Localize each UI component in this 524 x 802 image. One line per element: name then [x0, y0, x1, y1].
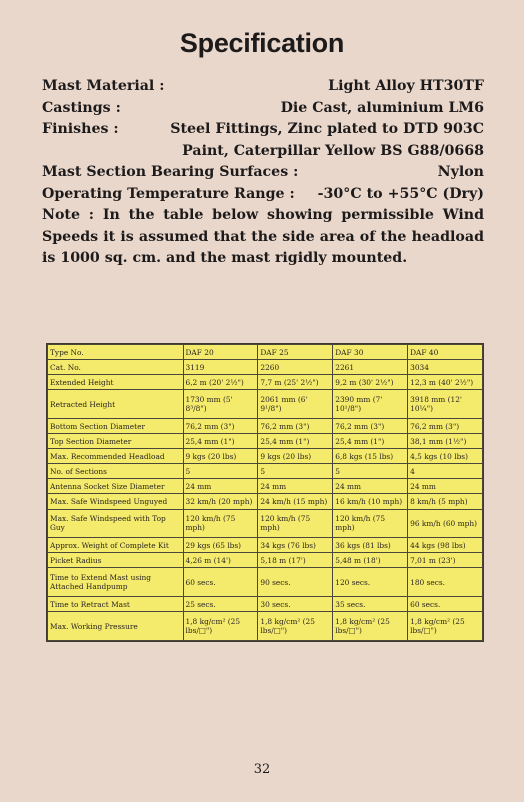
- table-cell: 16 km/h (10 mph): [333, 494, 408, 509]
- table-cell: 24 mm: [183, 479, 258, 494]
- table-row: [48, 375, 483, 390]
- spec-value: Light Alloy HT30TF: [328, 78, 484, 94]
- table-row: [48, 509, 483, 538]
- table-cell: 2390 mm (7' 10¹/8"): [333, 390, 408, 419]
- table-row-label: Extended Height: [48, 375, 184, 390]
- table-cell: 24 mm: [258, 479, 333, 494]
- table-cell: 2061 mm (6' 9¹/8"): [258, 390, 333, 419]
- table-row-label: Type No.: [48, 345, 184, 360]
- table-row-label: Max. Safe Windspeed Unguyed: [48, 494, 184, 509]
- table-cell: 180 secs.: [408, 568, 483, 597]
- table-cell: 5: [258, 464, 333, 479]
- table-row-label: Bottom Section Diameter: [48, 418, 184, 433]
- spec-label: Castings :: [42, 99, 121, 116]
- table-cell: 5: [183, 464, 258, 479]
- spec-value: Die Cast, aluminium LM6: [280, 99, 484, 116]
- table-cell: DAF 40: [408, 345, 483, 360]
- table-cell: 6,8 kgs (15 lbs): [333, 449, 408, 464]
- table-cell: 9,2 m (30' 2½"): [333, 375, 408, 390]
- table-row: [48, 360, 483, 375]
- table-cell: 120 km/h (75 mph): [183, 509, 258, 538]
- spec-list: [42, 76, 484, 270]
- spec-temperature: [42, 184, 484, 206]
- table-cell: DAF 20: [183, 345, 258, 360]
- table-cell: 38,1 mm (1½"): [408, 434, 483, 449]
- spec-table: [47, 344, 483, 641]
- table-cell: 5: [333, 464, 408, 479]
- table-header-row: [48, 345, 483, 360]
- table-cell: 8 km/h (5 mph): [408, 494, 483, 509]
- table-cell: 25,4 mm (1"): [333, 434, 408, 449]
- table-row: [48, 568, 483, 597]
- table-cell: 60 secs.: [183, 568, 258, 597]
- table-cell: 24 km/h (15 mph): [258, 494, 333, 509]
- table-row: [48, 494, 483, 509]
- table-cell: 4,26 m (14'): [183, 553, 258, 568]
- spec-value: -30°C to +55°C (Dry): [317, 185, 484, 202]
- table-cell: 96 km/h (60 mph): [408, 509, 483, 538]
- table-cell: 36 kgs (81 lbs): [333, 538, 408, 553]
- spec-finishes: [42, 119, 484, 141]
- table-cell: 9 kgs (20 lbs): [258, 449, 333, 464]
- table-cell: 90 secs.: [258, 568, 333, 597]
- spec-value: Paint, Caterpillar Yellow BS G88/0668: [182, 142, 484, 159]
- table-cell: DAF 30: [333, 345, 408, 360]
- spec-label: Finishes :: [42, 121, 119, 137]
- table-cell: 7,01 m (23'): [408, 553, 483, 568]
- spec-value: Nylon: [437, 164, 484, 180]
- table-cell: 1,8 kg/cm² (25 lbs/□"): [408, 612, 483, 641]
- table-cell: 25,4 mm (1"): [258, 434, 333, 449]
- table-cell: 120 km/h (75 mph): [333, 509, 408, 538]
- spec-value: Steel Fittings, Zinc plated to DTD 903C: [170, 121, 484, 137]
- table-cell: 76,2 mm (3"): [258, 418, 333, 433]
- table-cell: 3918 mm (12' 10¼"): [408, 390, 483, 419]
- table-row-label: Picket Radius: [48, 553, 184, 568]
- table-cell: 35 secs.: [333, 597, 408, 612]
- table-cell: 2260: [258, 360, 333, 375]
- table-row: [48, 538, 483, 553]
- table-cell: 120 secs.: [333, 568, 408, 597]
- table-cell: 4: [408, 464, 483, 479]
- table-row-label: Cat. No.: [48, 360, 184, 375]
- table-row: [48, 553, 483, 568]
- table-cell: 9 kgs (20 lbs): [183, 449, 258, 464]
- table-cell: 76,2 mm (3"): [183, 418, 258, 433]
- table-cell: 7,7 m (25' 2½"): [258, 375, 333, 390]
- table-cell: 2261: [333, 360, 408, 375]
- table-row: [48, 597, 483, 612]
- spec-label: Operating Temperature Range :: [42, 185, 295, 202]
- table-row-label: Antenna Socket Size Diameter: [48, 479, 184, 494]
- table-cell: 1,8 kg/cm² (25 lbs/□"): [333, 612, 408, 641]
- table-cell: 60 secs.: [408, 597, 483, 612]
- page-number: 32: [253, 762, 271, 777]
- table-row-label: Top Section Diameter: [48, 434, 184, 449]
- table-cell: 1730 mm (5' 8³/8"): [183, 390, 258, 419]
- table-row: [48, 390, 483, 419]
- table-cell: 120 km/h (75 mph): [258, 509, 333, 538]
- table-row: [48, 434, 483, 449]
- table-cell: 3119: [183, 360, 258, 375]
- table-row: [48, 612, 483, 641]
- table-row-label: Max. Recommended Headload: [48, 449, 184, 464]
- spec-bearing: [42, 162, 484, 184]
- table-row-label: Time to Extend Mast using Attached Handpump: [48, 568, 184, 597]
- table-row: [48, 418, 483, 433]
- spec-table-container: [46, 343, 484, 642]
- spec-label: Mast Section Bearing Surfaces :: [42, 164, 299, 180]
- table-cell: 29 kgs (65 lbs): [183, 538, 258, 553]
- table-row: [48, 449, 483, 464]
- table-row-label: Time to Retract Mast: [48, 597, 184, 612]
- table-cell: 44 kgs (98 lbs): [408, 538, 483, 553]
- table-cell: 1,8 kg/cm² (25 lbs/□"): [183, 612, 258, 641]
- table-row: [48, 479, 483, 494]
- table-row-label: No. of Sections: [48, 464, 184, 479]
- table-cell: 12,3 m (40' 2½"): [408, 375, 483, 390]
- table-cell: 5,18 m (17'): [258, 553, 333, 568]
- table-cell: 3034: [408, 360, 483, 375]
- table-cell: DAF 25: [258, 345, 333, 360]
- table-cell: 1,8 kg/cm² (25 lbs/□"): [258, 612, 333, 641]
- spec-label: Mast Material :: [42, 78, 165, 94]
- table-row-label: Approx. Weight of Complete Kit: [48, 538, 184, 553]
- table-cell: 76,2 mm (3"): [408, 418, 483, 433]
- table-cell: 32 km/h (20 mph): [183, 494, 258, 509]
- table-cell: 25,4 mm (1"): [183, 434, 258, 449]
- table-row: [48, 464, 483, 479]
- table-cell: 24 mm: [333, 479, 408, 494]
- table-cell: 76,2 mm (3"): [333, 418, 408, 433]
- table-row-label: Max. Working Pressure: [48, 612, 184, 641]
- table-cell: 4,5 kgs (10 lbs): [408, 449, 483, 464]
- spec-note: Note : In the table below showing permissible Wind Speeds it is assumed that the side area of the headload is 1000 sq. cm. and the mast rigidly mounted.: [42, 207, 484, 266]
- spec-mast-material: [42, 76, 484, 98]
- table-cell: 6,2 m (20' 2½"): [183, 375, 258, 390]
- table-cell: 34 kgs (76 lbs): [258, 538, 333, 553]
- table-cell: 30 secs.: [258, 597, 333, 612]
- spec-castings: [42, 98, 484, 120]
- table-cell: 5,48 m (18'): [333, 553, 408, 568]
- spec-finishes-paint: [42, 141, 484, 163]
- table-row-label: Retracted Height: [48, 390, 184, 419]
- table-row-label: Max. Safe Windspeed with Top Guy: [48, 509, 184, 538]
- table-cell: 24 mm: [408, 479, 483, 494]
- page-title: Specification: [179, 28, 345, 58]
- table-cell: 25 secs.: [183, 597, 258, 612]
